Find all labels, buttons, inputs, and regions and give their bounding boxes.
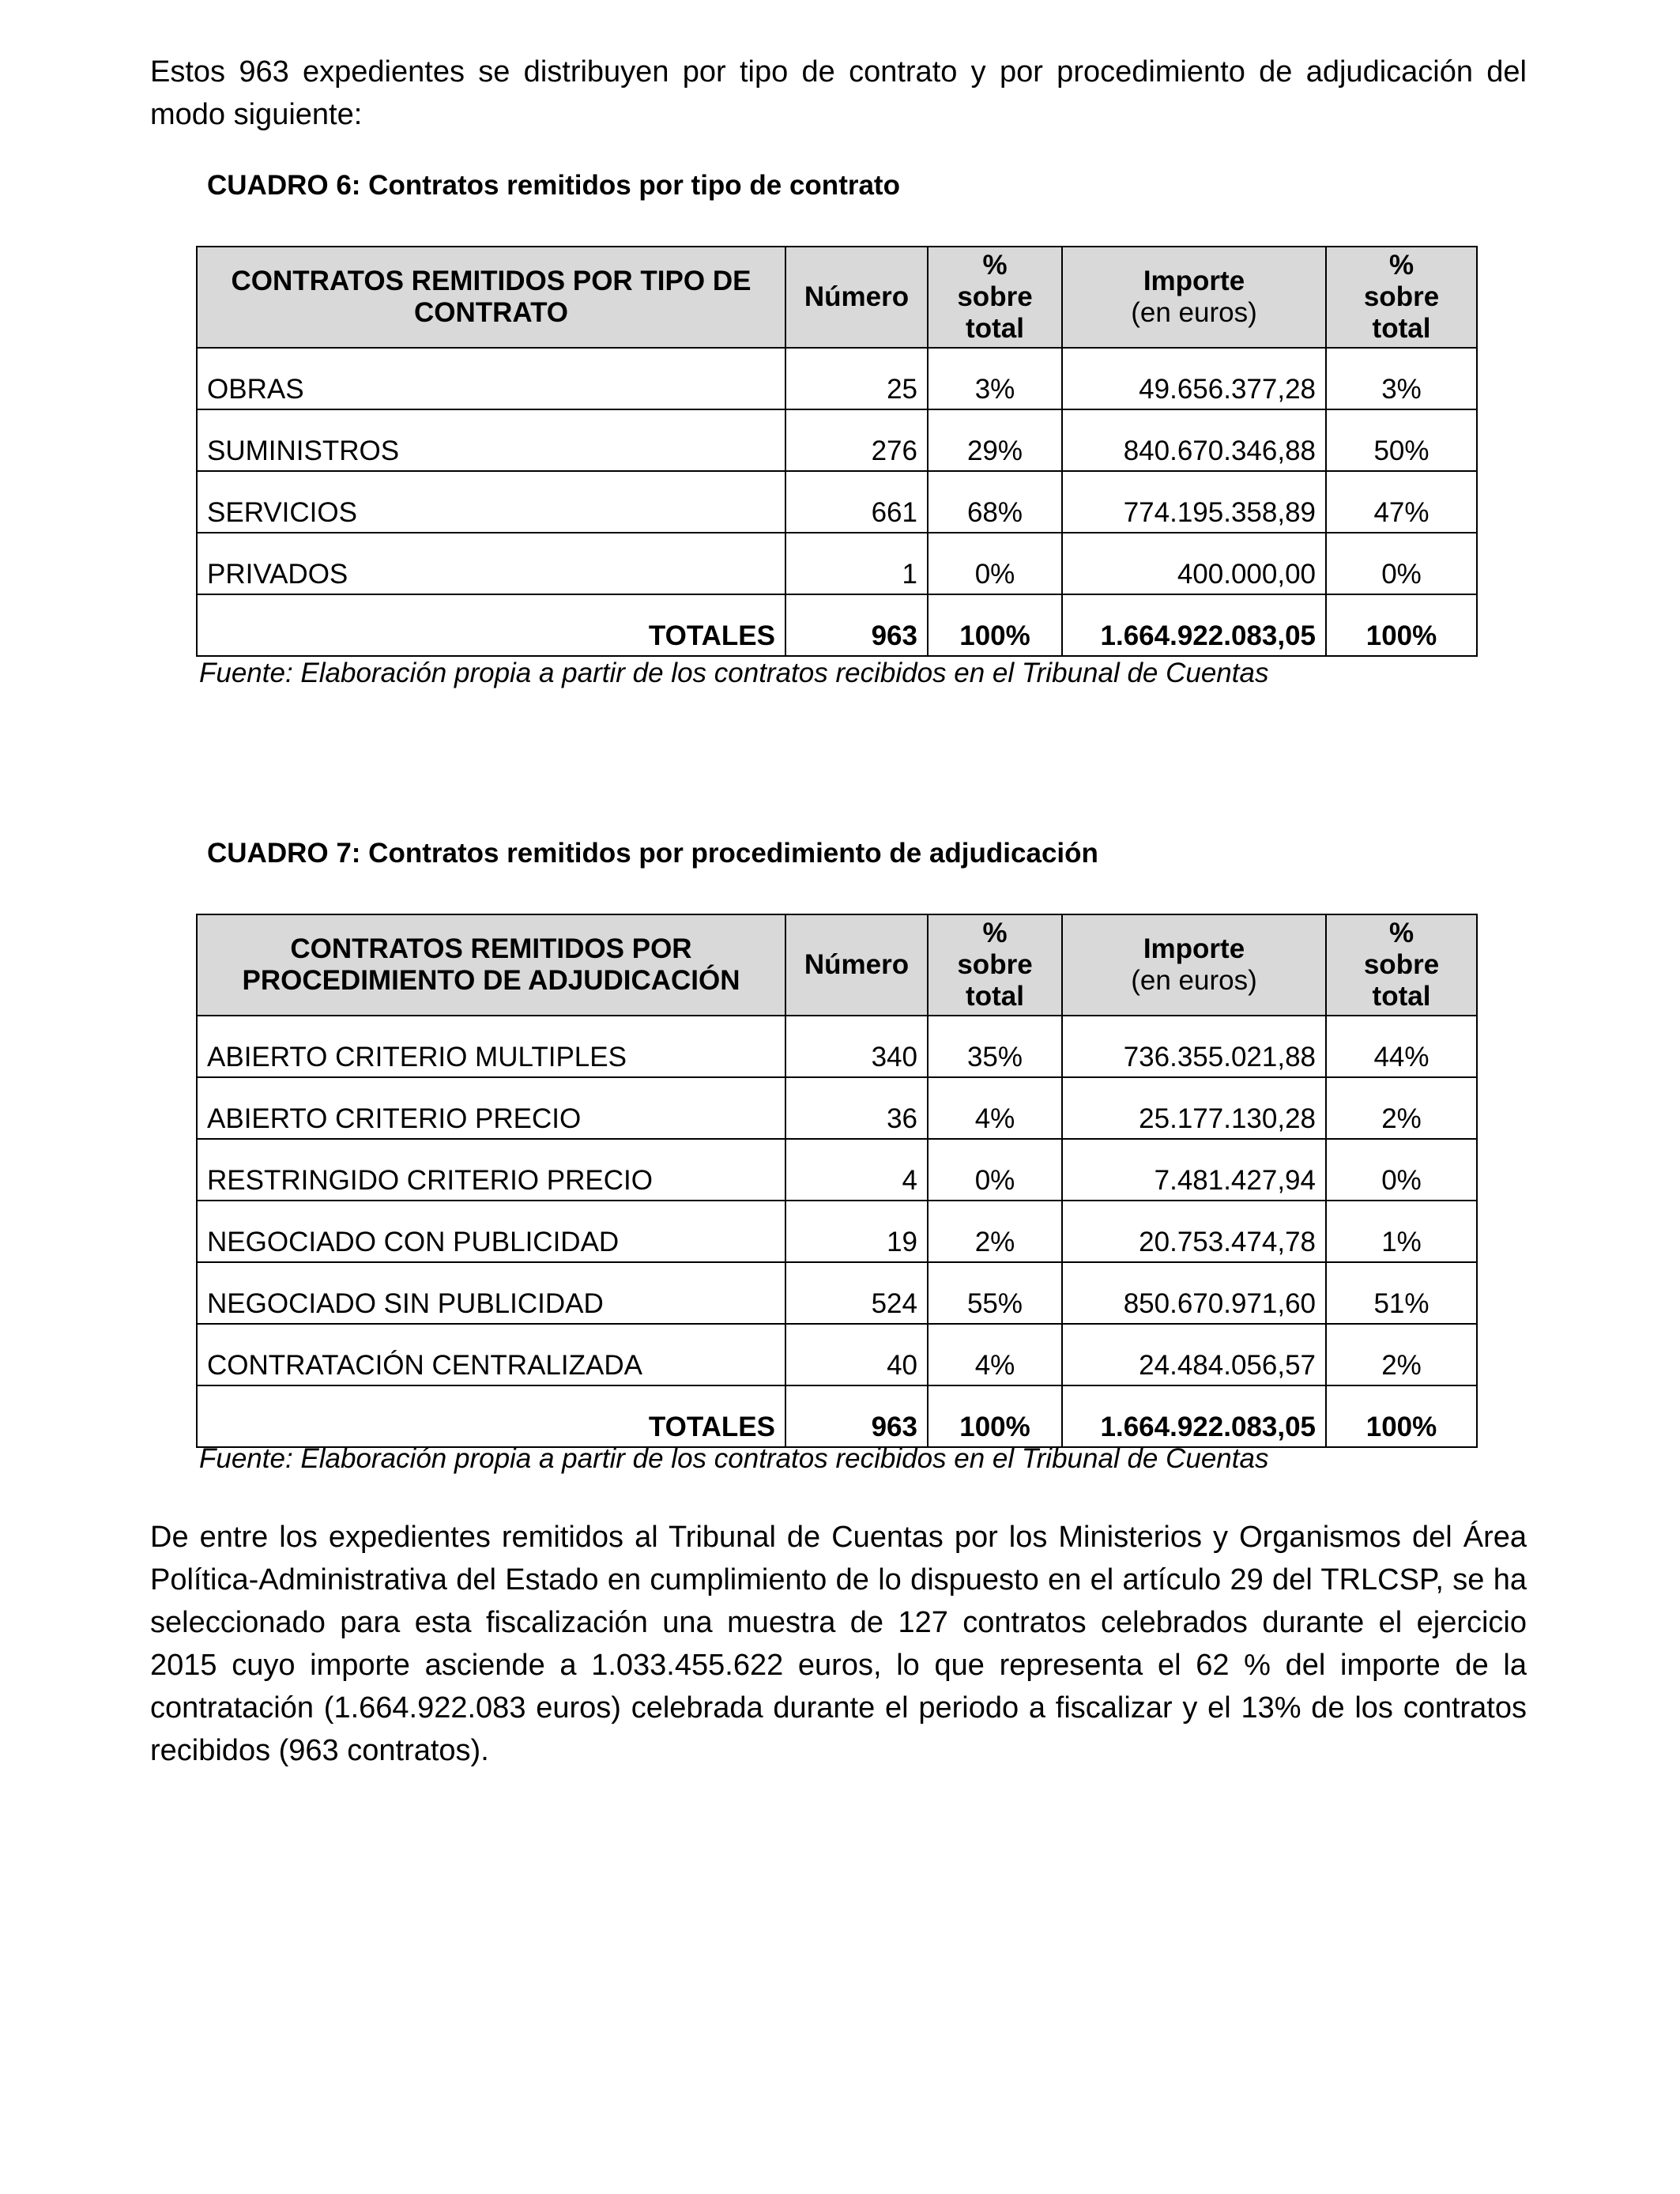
row-label: CONTRATACIÓN CENTRALIZADA xyxy=(197,1324,785,1385)
header-line: % xyxy=(982,918,1008,948)
header-line: % xyxy=(1388,250,1414,281)
table6-totals-row xyxy=(197,594,1477,656)
row-pct-numero: 0% xyxy=(928,1139,1062,1201)
totals-pct-numero: 100% xyxy=(928,594,1062,656)
row-numero: 1 xyxy=(785,533,928,594)
row-pct-importe: 47% xyxy=(1326,471,1477,533)
header-line: sobre xyxy=(957,949,1033,980)
table-row xyxy=(197,1016,1477,1077)
totals-importe: 1.664.922.083,05 xyxy=(1062,1385,1326,1447)
table6-header-numero xyxy=(785,247,928,348)
table7-header-numero xyxy=(785,914,928,1016)
table7-header-category xyxy=(197,914,785,1016)
header-line: Importe xyxy=(1143,266,1245,296)
table-row xyxy=(197,1139,1477,1201)
totals-label: TOTALES xyxy=(197,1385,785,1447)
table7-contracts-by-procedure xyxy=(196,914,1478,1448)
table6-header-importe xyxy=(1062,247,1326,348)
row-numero: 340 xyxy=(785,1016,928,1077)
closing-paragraph: De entre los expedientes remitidos al Tribunal de Cuentas por los Ministerios y Organismos del Área Política-Administrativa del Estado en cumplimiento de lo dispuesto en el artículo 29 del TRLCSP, se ha seleccionado para esta fiscalización una muestra de 127 contratos celebrados durante el ejercicio 2015 cuyo importe asciende a 1.033.455.622 euros, lo que representa el 62 % del importe de la contratación (1.664.922.083 euros) celebrada durante el periodo a fiscalizar y el 13% de los contratos recibidos (963 contratos). xyxy=(150,1521,1527,1767)
row-label: NEGOCIADO CON PUBLICIDAD xyxy=(197,1201,785,1262)
table6-contracts-by-type xyxy=(196,246,1478,657)
header-line: PROCEDIMIENTO DE ADJUDICACIÓN xyxy=(242,965,740,996)
row-importe: 49.656.377,28 xyxy=(1062,348,1326,409)
row-importe: 20.753.474,78 xyxy=(1062,1201,1326,1262)
header-line: % xyxy=(982,250,1008,281)
row-numero: 661 xyxy=(785,471,928,533)
table6-source-note: Fuente: Elaboración propia a partir de los contratos recibidos en el Tribunal de Cuentas xyxy=(199,658,1269,688)
table-row xyxy=(197,1324,1477,1385)
header-line: total xyxy=(1372,981,1431,1012)
table-row xyxy=(197,1077,1477,1139)
row-label: ABIERTO CRITERIO PRECIO xyxy=(197,1077,785,1139)
table7-header-numero-text: Número xyxy=(804,949,910,980)
header-line: total xyxy=(966,981,1024,1012)
row-pct-importe: 2% xyxy=(1326,1077,1477,1139)
table7-caption: CUADRO 7: Contratos remitidos por procedimiento de adjudicación xyxy=(207,838,1098,869)
table7-header-pct-importe xyxy=(1326,914,1477,1016)
row-numero: 19 xyxy=(785,1201,928,1262)
row-numero: 4 xyxy=(785,1139,928,1201)
table7-source-note: Fuente: Elaboración propia a partir de los contratos recibidos en el Tribunal de Cuentas xyxy=(199,1443,1269,1474)
row-label: SUMINISTROS xyxy=(197,409,785,471)
row-pct-numero: 4% xyxy=(928,1324,1062,1385)
intro-paragraph: Estos 963 expedientes se distribuyen por tipo de contrato y por procedimiento de adjudicación del modo siguiente: xyxy=(150,55,1527,131)
row-pct-numero: 29% xyxy=(928,409,1062,471)
totals-label: TOTALES xyxy=(197,594,785,656)
table-row xyxy=(197,409,1477,471)
row-pct-numero: 2% xyxy=(928,1201,1062,1262)
totals-importe: 1.664.922.083,05 xyxy=(1062,594,1326,656)
row-pct-numero: 35% xyxy=(928,1016,1062,1077)
row-pct-importe: 0% xyxy=(1326,1139,1477,1201)
table7-header-row xyxy=(197,914,1477,1016)
row-pct-importe: 3% xyxy=(1326,348,1477,409)
table7-header-importe xyxy=(1062,914,1326,1016)
table6-header-category-text: CONTRATOS REMITIDOS POR TIPO DE CONTRATO xyxy=(231,266,751,328)
header-line: sobre xyxy=(1363,949,1440,980)
row-importe: 736.355.021,88 xyxy=(1062,1016,1326,1077)
row-label: PRIVADOS xyxy=(197,533,785,594)
totals-pct-importe: 100% xyxy=(1326,1385,1477,1447)
table6-caption: CUADRO 6: Contratos remitidos por tipo de contrato xyxy=(207,170,900,201)
row-label: SERVICIOS xyxy=(197,471,785,533)
row-pct-importe: 50% xyxy=(1326,409,1477,471)
row-numero: 40 xyxy=(785,1324,928,1385)
row-importe: 840.670.346,88 xyxy=(1062,409,1326,471)
totals-numero: 963 xyxy=(785,1385,928,1447)
row-pct-numero: 68% xyxy=(928,471,1062,533)
row-numero: 25 xyxy=(785,348,928,409)
row-pct-importe: 51% xyxy=(1326,1262,1477,1324)
totals-pct-importe: 100% xyxy=(1326,594,1477,656)
row-importe: 24.484.056,57 xyxy=(1062,1324,1326,1385)
header-line: Importe xyxy=(1143,933,1245,964)
header-line: (en euros) xyxy=(1131,297,1257,328)
header-line: total xyxy=(966,313,1024,344)
row-numero: 524 xyxy=(785,1262,928,1324)
table6-header-category xyxy=(197,247,785,348)
row-importe: 400.000,00 xyxy=(1062,533,1326,594)
row-importe: 25.177.130,28 xyxy=(1062,1077,1326,1139)
table-row xyxy=(197,471,1477,533)
row-numero: 276 xyxy=(785,409,928,471)
table-row xyxy=(197,1262,1477,1324)
row-pct-importe: 0% xyxy=(1326,533,1477,594)
row-pct-numero: 55% xyxy=(928,1262,1062,1324)
row-label: NEGOCIADO SIN PUBLICIDAD xyxy=(197,1262,785,1324)
header-line: % xyxy=(1388,918,1414,948)
row-pct-numero: 3% xyxy=(928,348,1062,409)
table-row xyxy=(197,533,1477,594)
table6-header-pct-numero xyxy=(928,247,1062,348)
totals-pct-numero: 100% xyxy=(928,1385,1062,1447)
table-row xyxy=(197,348,1477,409)
header-line: sobre xyxy=(957,281,1033,312)
row-label: RESTRINGIDO CRITERIO PRECIO xyxy=(197,1139,785,1201)
table6-header-numero-text: Número xyxy=(804,281,910,312)
row-pct-importe: 2% xyxy=(1326,1324,1477,1385)
table7-header-pct-numero xyxy=(928,914,1062,1016)
row-label: OBRAS xyxy=(197,348,785,409)
row-label: ABIERTO CRITERIO MULTIPLES xyxy=(197,1016,785,1077)
row-pct-importe: 1% xyxy=(1326,1201,1477,1262)
table-row xyxy=(197,1201,1477,1262)
table7-totals-row xyxy=(197,1385,1477,1447)
row-importe: 850.670.971,60 xyxy=(1062,1262,1326,1324)
row-pct-numero: 0% xyxy=(928,533,1062,594)
header-line: CONTRATOS REMITIDOS POR xyxy=(290,933,692,964)
row-importe: 7.481.427,94 xyxy=(1062,1139,1326,1201)
table6-header-row xyxy=(197,247,1477,348)
header-line: sobre xyxy=(1363,281,1440,312)
header-line: total xyxy=(1372,313,1431,344)
header-line: (en euros) xyxy=(1131,965,1257,996)
table6-header-pct-importe xyxy=(1326,247,1477,348)
row-pct-importe: 44% xyxy=(1326,1016,1477,1077)
row-importe: 774.195.358,89 xyxy=(1062,471,1326,533)
row-numero: 36 xyxy=(785,1077,928,1139)
totals-numero: 963 xyxy=(785,594,928,656)
row-pct-numero: 4% xyxy=(928,1077,1062,1139)
